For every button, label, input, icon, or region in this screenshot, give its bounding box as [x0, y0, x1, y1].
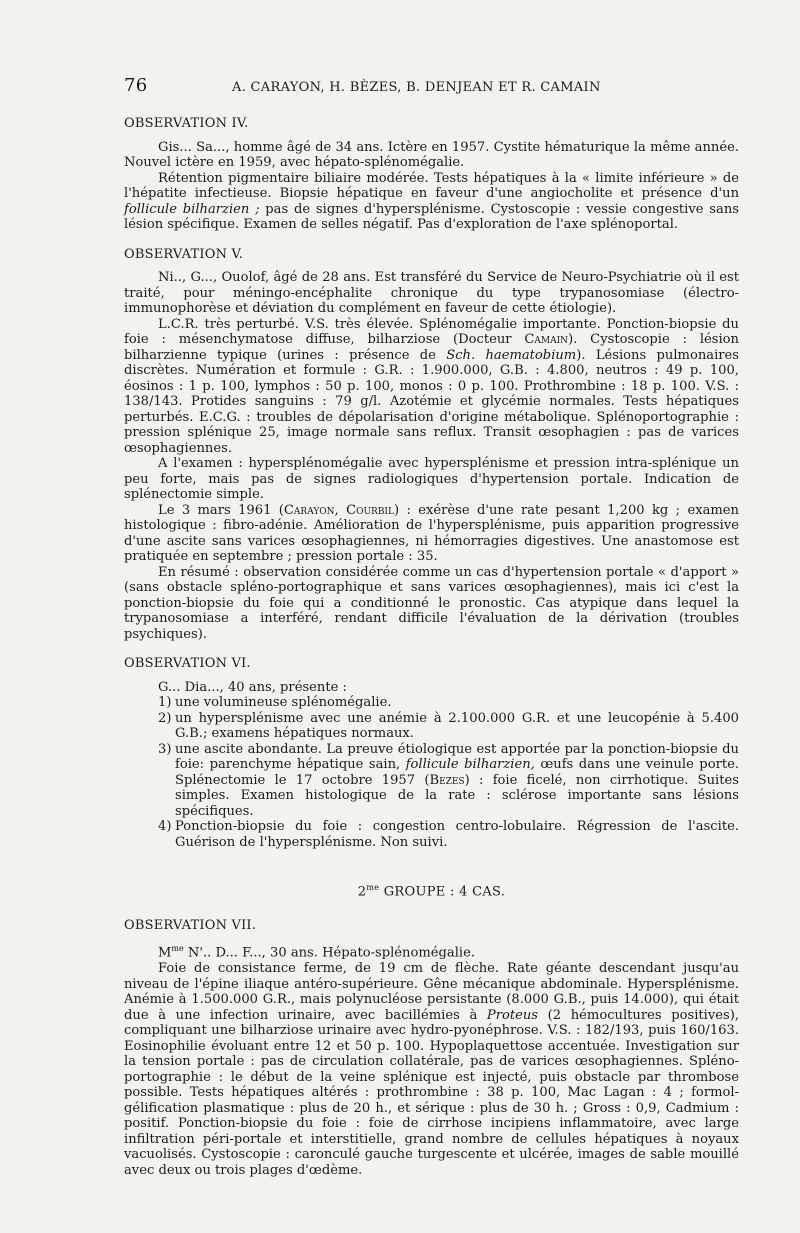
paragraph: L.C.R. très perturbé. V.S. très élevée. Splénomégalie importante. Ponction-biopsie du foie : mésenchymatose diffuse, bilharziose (Docteur Camain). Cystoscopie : lésion bilharzienne typique (urines : présence de Sch. haematobium). Lésions pulmonaires discrètes. Numération et formule : G.R. : 1.900.000, G.B. : 4.800, neutros : 49 p. 100, éosinos : 1 p. 100, lymphos : 50 p. 100, monos : 0 p. 100. Prothrombine : 18 p. 100. V.S. : 138/143. Protides sanguins : 79 g/l. Azotémie et glycémie normales. Tests hépatiques perturbés. E.C.G. : troubles de dépolarisation d'origine métabolique. Splénoportographie : pression splénique 25, image normale sans reflux. Transit œsophagien : pas de varices œsophagiennes. [124, 316, 739, 456]
paragraph: $M^{me}$ N'.. D... F..., 30 ans. Hépato-splénomégalie. [158, 944, 476, 961]
paragraph: Le 3 mars 1961 (Carayon, Courbil) : exérèse d'une rate pesant 1,200 kg ; examen histologique : fibro-adénie. Amélioration de l'hypersplénisme, puis apparition progressive d'une ascite sans varices œsophagiennes, ni hémorragies digestives. Une anastomose est pratiquée en septembre ; pression portale : 35. [124, 502, 739, 564]
observation-iv [124, 116, 739, 233]
authors-header: A. CARAYON, H. BÈZES, B. DENJEAN ET R. CAMAIN [232, 80, 601, 95]
observation-vi [124, 656, 739, 850]
observation-title: OBSERVATION VII. [124, 917, 257, 933]
observation-vii [124, 918, 739, 1178]
page-number: 76 [124, 75, 148, 96]
paragraph: En résumé : observation considérée comme un cas d'hypertension portale « d'apport » (sans obstacle spléno-portographique et sans varices œsophagiennes), mais ici c'est la ponction-biopsie du foie qui a conditionné le pronostic. Cas atypique dans lequel la trypanosomiase a interféré, rendant difficile l'évaluation de la dérivation (troubles psychiques). [124, 564, 739, 642]
list-item: 1) une volumineuse splénomégalie. [158, 695, 392, 710]
list-item: 2) un hypersplénisme avec une anémie à 2.100.000 G.R. et une leucopénie à 5.400 G.B.; examens hépatiques normaux. [158, 710, 739, 741]
paragraph: A l'examen : hypersplénomégalie avec hypersplénisme et pression intra-splénique un peu forte, mais pas de signes radiologiques d'hypertension portale. Indication de splénectomie simple. [124, 456, 739, 502]
observation-title: OBSERVATION VI. [124, 656, 251, 671]
paragraph: Foie de consistance ferme, de 19 cm de flèche. Rate géante descendant jusqu'au niveau de l'épine iliaque antéro-supérieure. Gêne mécanique abdominale. Hypersplénisme. Anémie à 1.500.000 G.R., mais polynucléose persistante (8.000 G.B., puis 14.000), qui était due à une infection urinaire, avec bacillémies à Proteus (2 hémocultures positives), compliquant une bilharziose urinaire avec hydro-pyonéphrose. V.S. : 182/193, puis 160/163. Eosinophilie évoluant entre 12 et 50 p. 100. Hypoplaquettose accentuée. Investigation sur la tension portale : pas de circulation collatérale, pas de varices œsophagiennes. Spléno-portographie : le début de la veine splénique est injecté, puis obstacle par thrombose possible. Tests hépatiques altérés : prothrombine : 38 p. 100, Mac Lagan : 4 ; formol-gélification plasmatique : plus de 20 h., et sérique : plus de 30 h. ; Gross : 0,9, Cadmium : positif. Ponction-biopsie du foie : foie de cirrhose incipiens inflammatoire, avec large infiltration péri-portale et interstitielle, grand nombre de cellules hépatiques à noyaux vacuolisés. Cystoscopie : caronculé gauche turgescente et ulcérée, images de sable mouillé avec deux ou trois plages d'œdème. [124, 961, 739, 1178]
paragraph: Gis... Sa..., homme âgé de 34 ans. Ictère en 1957. Cystite hématurique la même année. Nouvel ictère en 1959, avec hépato-splénomégalie. [124, 139, 739, 170]
observation-title: OBSERVATION IV. [124, 116, 249, 131]
observation-title: OBSERVATION V. [124, 246, 244, 262]
group-heading: $2^{me}$ GROUPE : 4 CAS. [357, 883, 506, 900]
list-item: 4) Ponction-biopsie du foie : congestion centro-lobulaire. Régression de l'ascite. Guérison de l'hypersplénisme. Non suivi. [158, 819, 739, 850]
paragraph: Rétention pigmentaire biliaire modérée. Tests hépatiques à la « limite inférieure » de l'hépatite infectieuse. Biopsie hépatique en faveur d'une angiocholite et présence d'un follicule bilharzien ; pas de signes d'hypersplénisme. Cystoscopie : vessie congestive sans lésion spécifique. Examen de selles négatif. Pas d'exploration de l'axe splénoportal. [124, 170, 739, 232]
article-body [124, 116, 739, 1192]
list-item: 3) une ascite abondante. La preuve étiologique est apportée par la ponction-biopsie du foie: parenchyme hépatique sain, follicule bilharzien, œufs dans une veinule porte. Splénectomie le 17 octobre 1957 (Bezes) : foie ficelé, non cirrhotique. Suites simples. Examen histologique de la rate : sclérose importante sans lésions spécifiques. [158, 741, 740, 819]
numbered-list [124, 695, 739, 850]
paragraph: Ni.., G..., Ouolof, âgé de 28 ans. Est transféré du Service de Neuro-Psychiatrie où il est traité, pour méningo-encéphalite chronique du type trypanosomiase (électro-immunophorèse et déviation du complément en faveur de cette étiologie). [124, 270, 739, 316]
paragraph: G... Dia..., 40 ans, présente : [158, 679, 347, 695]
observation-v [124, 247, 739, 643]
